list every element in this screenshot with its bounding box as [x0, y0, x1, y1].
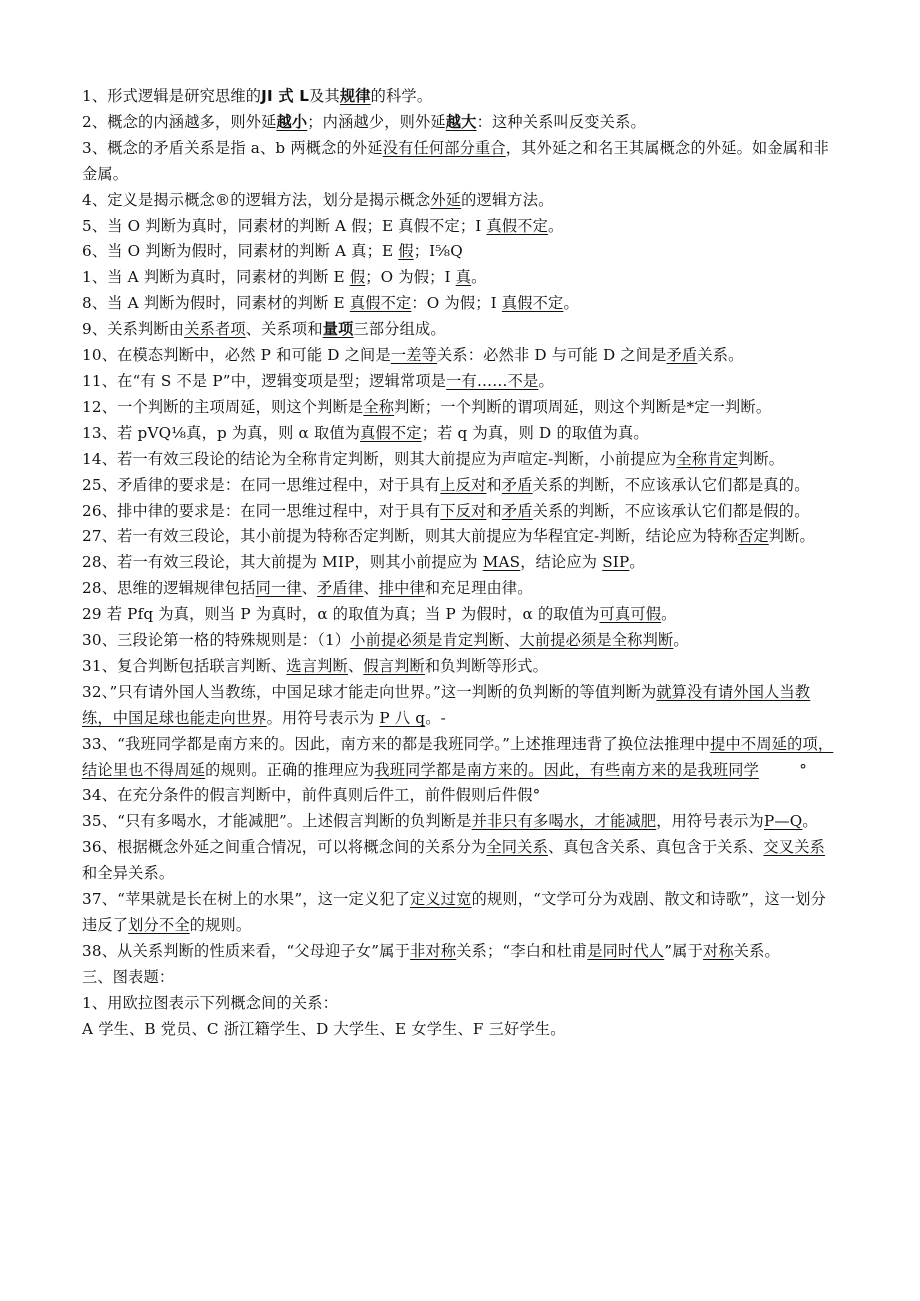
text-run: 14、若一有效三段论的结论为全称肯定判断，则其大前提应为声喧定-判断，小前提应为 [82, 449, 677, 468]
underlined-answer: 假 [398, 242, 414, 261]
paragraph [82, 524, 834, 550]
text-run: ；若 q 为真，则 D 的取值为真。 [421, 423, 649, 442]
text-run: 9、关系判断由 [82, 320, 185, 339]
underlined-answer: 真假不定 [360, 423, 422, 442]
text-run: 的规则。正确的推理应为 [205, 760, 375, 779]
text-run: 关系的判断，不应该承认它们都是假的。 [532, 501, 810, 520]
paragraph [82, 317, 834, 343]
text-run: 25、矛盾律的要求是：在同一思维过程中，对于具有 [82, 475, 441, 494]
underlined-answer: MAS [482, 553, 521, 572]
text-run: 13、若 pVQ⅛真，p 为真，则 α 取值为 [82, 423, 361, 442]
paragraph [82, 369, 834, 395]
text-run: ；内涵越少，则外延 [307, 112, 446, 131]
underlined-answer: 矛盾 [666, 346, 698, 365]
underlined-answer: 大前提必须是全称判断 [519, 631, 674, 650]
paragraph [82, 809, 834, 835]
text-run: 关系；“李白和杜甫 [456, 941, 588, 960]
text-run: 6、当 O 判断为假时，同素材的判断 A 真；E [82, 242, 399, 261]
underlined-answer: 假 [349, 268, 366, 287]
text-run: 三部分组成。 [353, 320, 446, 339]
text-run: 、 [504, 631, 520, 650]
paragraph [82, 654, 834, 680]
text-run: 和负判断等形式。 [424, 656, 549, 675]
paragraph [82, 343, 834, 369]
text-run: 。用符号表示为 [266, 708, 380, 727]
paragraph [82, 447, 834, 473]
text-run: 和充足理由律。 [424, 579, 533, 598]
underlined-answer: 量项 [322, 320, 354, 339]
paragraph [82, 110, 834, 136]
underlined-answer: 我班同学都是南方来的。因此，有些南方来的是我班同学 [374, 760, 760, 779]
paragraph [82, 939, 834, 965]
text-run: 37、“苹果就是长在树上的水果”，这一定义犯了 [82, 890, 411, 909]
text-run: 判断。 [737, 449, 785, 468]
underlined-answer: 下反对 [440, 501, 487, 520]
paragraph [82, 965, 834, 991]
underlined-answer: 同一律 [255, 579, 302, 598]
underlined-answer: 就算没有请外国人当教练，中国足球也能走向世界 [82, 682, 811, 727]
text-run: 2、概念的内涵越多，则外延 [82, 112, 277, 131]
underlined-answer: 排中律 [378, 579, 425, 598]
underlined-answer: 划分不全 [128, 916, 190, 934]
text-run: 关系：必然非 D 与可能 D 之间是 [437, 346, 667, 365]
text-run: 、 [347, 656, 364, 675]
text-run: 的逻辑方法。 [461, 190, 554, 209]
text-run: 26、排中律的要求是：在同一思维过程中，对于具有 [82, 501, 441, 520]
underlined-answer: 交叉关系 [763, 838, 825, 857]
text-run: 28、若一有效三段论，其大前提为 MIP，则其小前提应为 [82, 553, 483, 572]
paragraph [82, 499, 834, 525]
underlined-answer: 越大 [445, 112, 477, 131]
text-run: 、真包含关系、真包含于关系、 [547, 838, 764, 857]
underlined-answer: 矛盾律 [317, 579, 364, 598]
paragraph [82, 395, 834, 421]
paragraph [82, 136, 834, 188]
text-run: 的规则，“文学可分为戏剧、散文和诗歌”，这一划分违反了 [82, 890, 827, 934]
paragraph [82, 835, 834, 887]
text-run: 的科学。 [370, 87, 433, 105]
text-run: 和全异关系。 [82, 864, 175, 883]
text-run: A 学生、B 党员、C 浙江籍学生、D 大学生、E 女学生、F 三好学生。 [82, 1019, 566, 1038]
underlined-answer: 假言判断 [363, 656, 425, 675]
underlined-answer: 对称 [702, 941, 734, 960]
text-run: 关系。 [733, 941, 780, 960]
underlined-answer: 外延 [430, 190, 462, 209]
text-run: 8、当 A 判断为假时，同素材的判断 E [82, 294, 350, 313]
paragraph [82, 1017, 834, 1043]
text-run: ，结论应为 [520, 553, 603, 572]
underlined-answer: 提中不周延的项，结论里也不得周延 [82, 734, 834, 779]
text-run: 5、当 O 判断为真时，同素材的判断 A 假；E 真假不定；I [82, 216, 487, 235]
text-run: ；I⅝Q [413, 242, 463, 261]
text-run: 。 [548, 216, 564, 235]
text-run: 10、在模态判断中，必然 P 和可能 D 之间是 [82, 346, 391, 365]
paragraph [82, 188, 834, 214]
paragraph [82, 576, 834, 602]
text-run: 35、“只有多喝水，才能减肥”。上述假言判断的负判断是 [82, 812, 472, 831]
text-run: 。 [673, 631, 689, 650]
underlined-answer: 矛盾 [501, 501, 533, 520]
underlined-answer: 全称肯定 [676, 449, 738, 468]
underlined-answer: 全称 [363, 397, 395, 416]
text-run: ° [759, 760, 808, 779]
text-run: 12、一个判断的主项周延，则这个判断是 [82, 397, 364, 416]
text-run: 、 [363, 579, 379, 598]
paragraph [82, 991, 834, 1017]
underlined-answer: 上反对 [440, 475, 487, 494]
text-run: 。 [661, 605, 677, 624]
text-run: 的规则。 [189, 916, 252, 934]
text-run: 。 [629, 553, 645, 572]
paragraph [82, 732, 834, 784]
underlined-answer: 非对称 [410, 941, 457, 960]
paragraph [82, 550, 834, 576]
text-run: 34、在充分条件的假言判断中，前件真则后件工，前件假则后件假° [82, 786, 541, 805]
underlined-answer: 真假不定 [486, 216, 549, 235]
underlined-answer: 真 [455, 268, 472, 287]
text-run: ，其外延之和名王其属概念的外延。如金属和非金属。 [82, 138, 829, 183]
text-run: 和 [486, 475, 502, 494]
text-run: 和 [486, 501, 502, 520]
paragraph [82, 680, 834, 732]
paragraph [82, 239, 834, 265]
underlined-answer: 定义过宽 [410, 890, 472, 909]
underlined-answer: 全同关系 [486, 838, 548, 857]
text-run: 38、从关系判断的性质来看，“父母迎子女”属于 [82, 941, 411, 960]
underlined-answer: 越小 [276, 112, 308, 131]
text-run: JI 式 L [261, 87, 310, 105]
text-run: 4、定义是揭示概念®的逻辑方法，划分是揭示概念 [82, 190, 431, 209]
underlined-answer: 没有任何部分重合 [382, 138, 506, 157]
text-run: 关系。 [697, 346, 744, 365]
paragraph [82, 628, 834, 654]
text-run: 11、在“有 S 不是 P”中，逻辑变项是型；逻辑常项是 [82, 371, 447, 390]
text-run: ”属于 [664, 941, 703, 960]
text-run: 三、图表题： [82, 967, 175, 986]
text-run: 及其 [309, 87, 340, 105]
underlined-answer: 并非只有多喝水，才能减肥 [471, 812, 657, 831]
underlined-answer: 真假不定 [349, 294, 412, 313]
underlined-answer: 规律 [339, 87, 371, 105]
text-run: 。 [538, 371, 554, 390]
text-run: 关系的判断，不应该承认它们都是真的。 [532, 475, 810, 494]
text-run: 33、“我班同学都是南方来的。因此，南方来的都是我班同学。”上述推理违背了换位法推理中 [82, 734, 711, 753]
paragraph [82, 214, 834, 240]
underlined-answer: SIP [602, 553, 630, 572]
text-run: 。 [471, 268, 487, 287]
underlined-answer: 关系者项 [184, 320, 246, 339]
paragraph [82, 783, 834, 809]
underlined-answer: 一差等 [390, 346, 438, 365]
text-run: 。 [563, 294, 579, 313]
text-run: 、 [301, 579, 318, 598]
text-run: 27、若一有效三段论，其小前提为特称否定判断，则其大前提应为华程宜定-判断，结论应为特称 [82, 527, 738, 546]
text-run: 。- [425, 708, 446, 727]
text-run: 。 [802, 812, 818, 831]
underlined-answer: 选言判断 [286, 656, 348, 675]
underlined-answer: 是同时代人 [587, 941, 665, 960]
paragraph [82, 473, 834, 499]
document-body [82, 84, 834, 1043]
underlined-answer: P 八 q [379, 708, 426, 727]
text-run: ：这种关系叫反变关系。 [476, 112, 646, 131]
paragraph [82, 602, 834, 628]
text-run: 1、用欧拉图表示下列概念间的关系： [82, 993, 339, 1012]
text-run: 、关系项和 [245, 320, 323, 339]
text-run: 判断；一个判断的谓项周延，则这个判断是*定一判断。 [394, 397, 772, 416]
text-run: 30、三段论第一格的特殊规则是：（1） [82, 631, 351, 650]
text-run: 1、形式逻辑是研究思维的 [82, 87, 262, 105]
text-run: ；O 为假；I [365, 268, 456, 287]
text-run: 36、根据概念外延之间重合情况，可以将概念间的关系分为 [82, 838, 487, 857]
paragraph [82, 291, 834, 317]
paragraph [82, 421, 834, 447]
text-run: 28、思维的逻辑规律包括 [82, 579, 256, 598]
text-run: 判断。 [768, 527, 815, 546]
paragraph [82, 887, 834, 939]
text-run: ，用符号表示为 [656, 812, 764, 831]
underlined-answer: 矛盾 [501, 475, 533, 494]
underlined-answer: P—Q [763, 812, 803, 831]
paragraph [82, 84, 834, 110]
text-run: ：O 为假；I [411, 294, 502, 313]
underlined-answer: 可真可假 [599, 605, 662, 624]
text-run: 29 若 Pfq 为真，则当 P 为真时，α 的取值为真；当 P 为假时，α 的取值为 [82, 605, 600, 624]
text-run: 32、”只有请外国人当教练，中国足球才能走向世界。”这一判断的负判断的等值判断为 [82, 682, 657, 701]
underlined-answer: 真假不定 [501, 294, 564, 313]
text-run: 31、复合判断包括联言判断、 [82, 656, 287, 675]
underlined-answer: 小前提必须是肯定判断 [350, 631, 505, 650]
underlined-answer: 否定 [737, 527, 769, 546]
text-run: 1、当 A 判断为真时，同素材的判断 E [82, 268, 350, 287]
underlined-answer: 一有……不是 [446, 371, 539, 390]
text-run: 3、概念的矛盾关系是指 a、b 两概念的外延 [82, 138, 383, 157]
paragraph [82, 265, 834, 291]
